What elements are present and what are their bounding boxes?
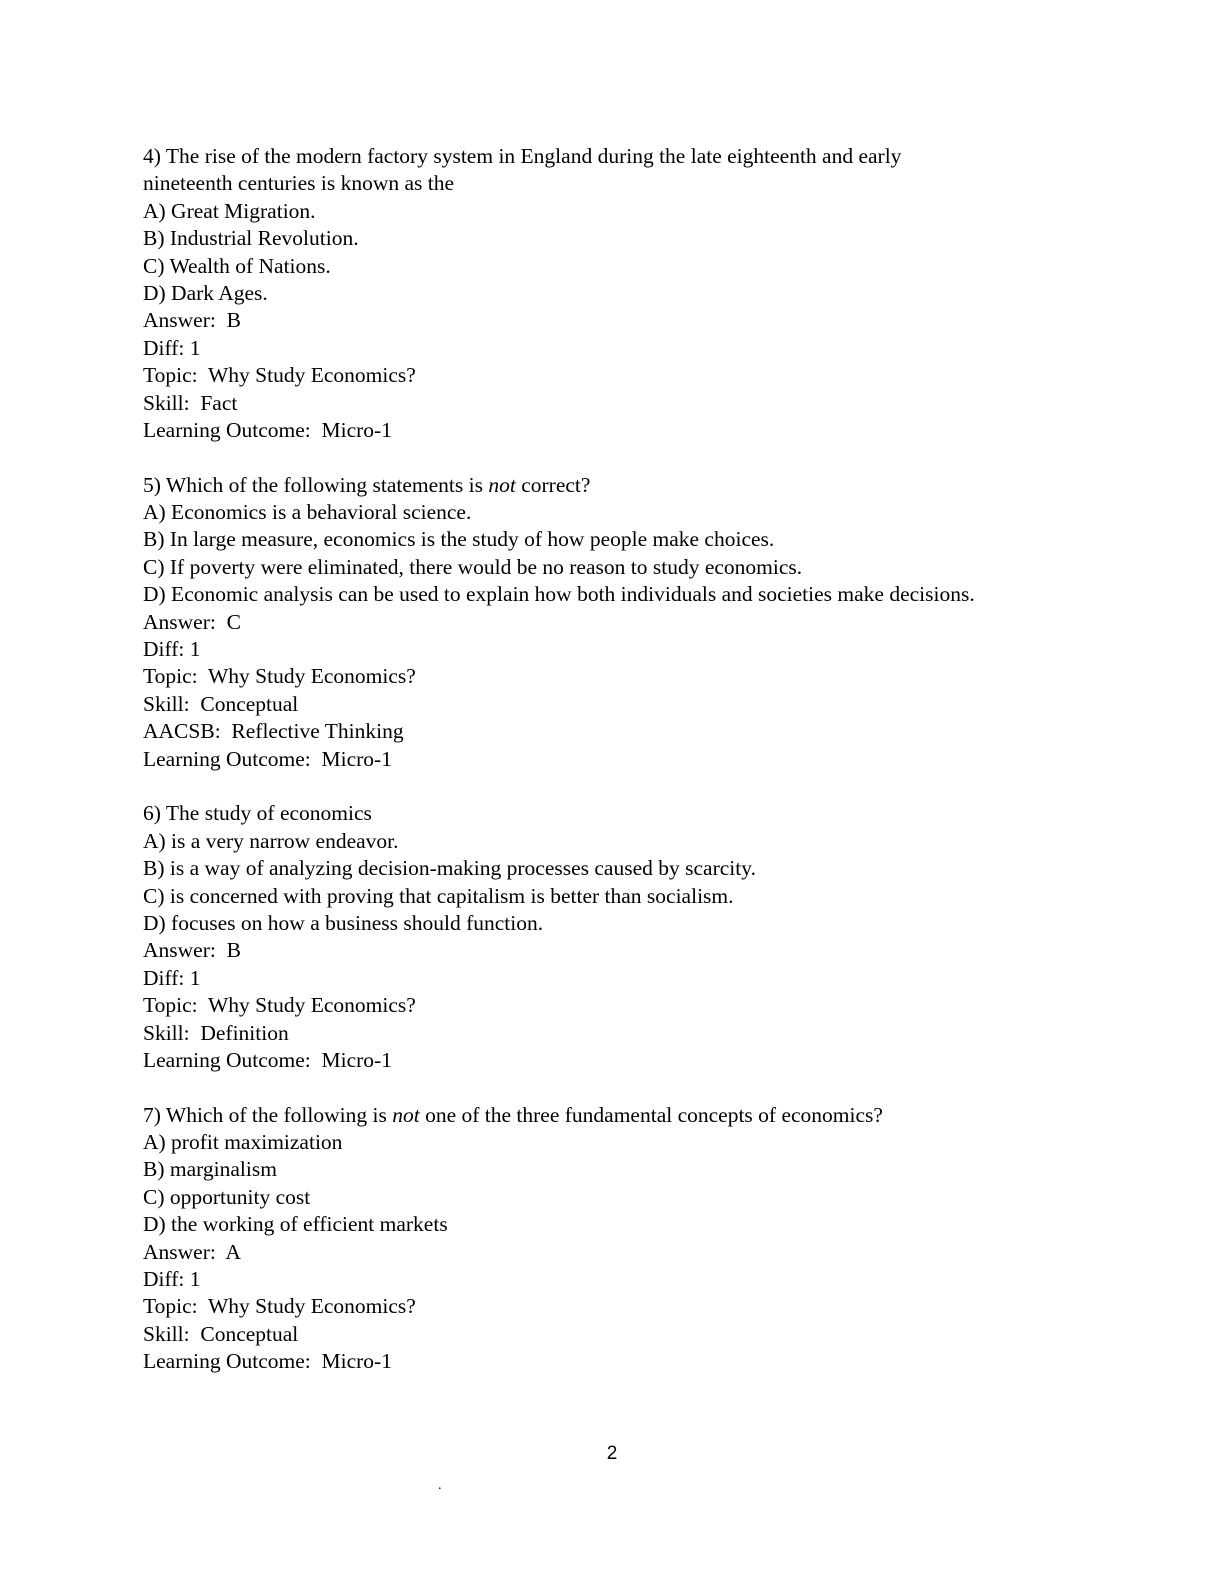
question-list [143, 143, 1143, 1376]
question-stem: 7) Which of the following is not one of the three fundamental concepts of economics? [143, 1102, 883, 1127]
answer-option: A) Great Migration. [143, 198, 316, 223]
question-block [143, 1102, 1143, 1376]
learning-outcome: Learning Outcome: Micro-1 [143, 1349, 392, 1374]
answer-key: Answer: B [143, 308, 241, 333]
answer-option: C) opportunity cost [143, 1184, 311, 1209]
answer-option: C) Wealth of Nations. [143, 253, 331, 278]
skill: Skill: Definition [143, 1020, 289, 1045]
answer-option: D) Dark Ages. [143, 280, 268, 305]
answer-option: D) Economic analysis can be used to explain how both individuals and societies make decisions. [143, 582, 975, 607]
answer-key: Answer: A [143, 1239, 241, 1264]
answer-option: C) is concerned with proving that capitalism is better than socialism. [143, 883, 734, 908]
answer-option: A) is a very narrow endeavor. [143, 828, 399, 853]
learning-outcome: Learning Outcome: Micro-1 [143, 746, 392, 771]
skill: Skill: Conceptual [143, 1321, 299, 1346]
question-block [143, 800, 1143, 1074]
answer-key: Answer: C [143, 609, 241, 634]
topic: Topic: Why Study Economics? [143, 664, 416, 689]
spacer [143, 444, 1143, 471]
answer-option: A) profit maximization [143, 1130, 343, 1155]
answer-option: C) If poverty were eliminated, there would be no reason to study economics. [143, 554, 803, 579]
difficulty: Diff: 1 [143, 637, 201, 662]
difficulty: Diff: 1 [143, 1267, 201, 1292]
topic: Topic: Why Study Economics? [143, 993, 416, 1018]
answer-option: A) Economics is a behavioral science. [143, 500, 472, 525]
learning-outcome: Learning Outcome: Micro-1 [143, 1047, 392, 1072]
question-stem: 4) The rise of the modern factory system in England during the late eighteenth and early [143, 144, 902, 168]
answer-option: B) Industrial Revolution. [143, 226, 359, 251]
difficulty: Diff: 1 [143, 335, 201, 360]
aacsb: AACSB: Reflective Thinking [143, 719, 404, 744]
topic: Topic: Why Study Economics? [143, 363, 416, 388]
answer-option: D) the working of efficient markets [143, 1212, 448, 1237]
question-stem: 6) The study of economics [143, 801, 372, 826]
difficulty: Diff: 1 [143, 965, 201, 990]
question-block [143, 472, 1143, 773]
answer-option: B) marginalism [143, 1157, 277, 1182]
page-number: 2 [606, 1443, 618, 1464]
spacer [143, 773, 1143, 800]
skill: Skill: Fact [143, 390, 238, 415]
question-block [143, 143, 1143, 444]
answer-key: Answer: B [143, 938, 241, 963]
answer-option: B) is a way of analyzing decision-making processes caused by scarcity. [143, 856, 756, 881]
question-stem: 5) Which of the following statements is not correct? [143, 472, 591, 497]
answer-option: D) focuses on how a business should function. [143, 910, 544, 935]
question-stem: nineteenth centuries is known as the [143, 171, 455, 196]
spacer [143, 1074, 1143, 1101]
footer-dot: . [438, 1478, 442, 1493]
learning-outcome: Learning Outcome: Micro-1 [143, 417, 392, 442]
skill: Skill: Conceptual [143, 691, 299, 716]
answer-option: B) In large measure, economics is the study of how people make choices. [143, 527, 775, 552]
topic: Topic: Why Study Economics? [143, 1294, 416, 1319]
